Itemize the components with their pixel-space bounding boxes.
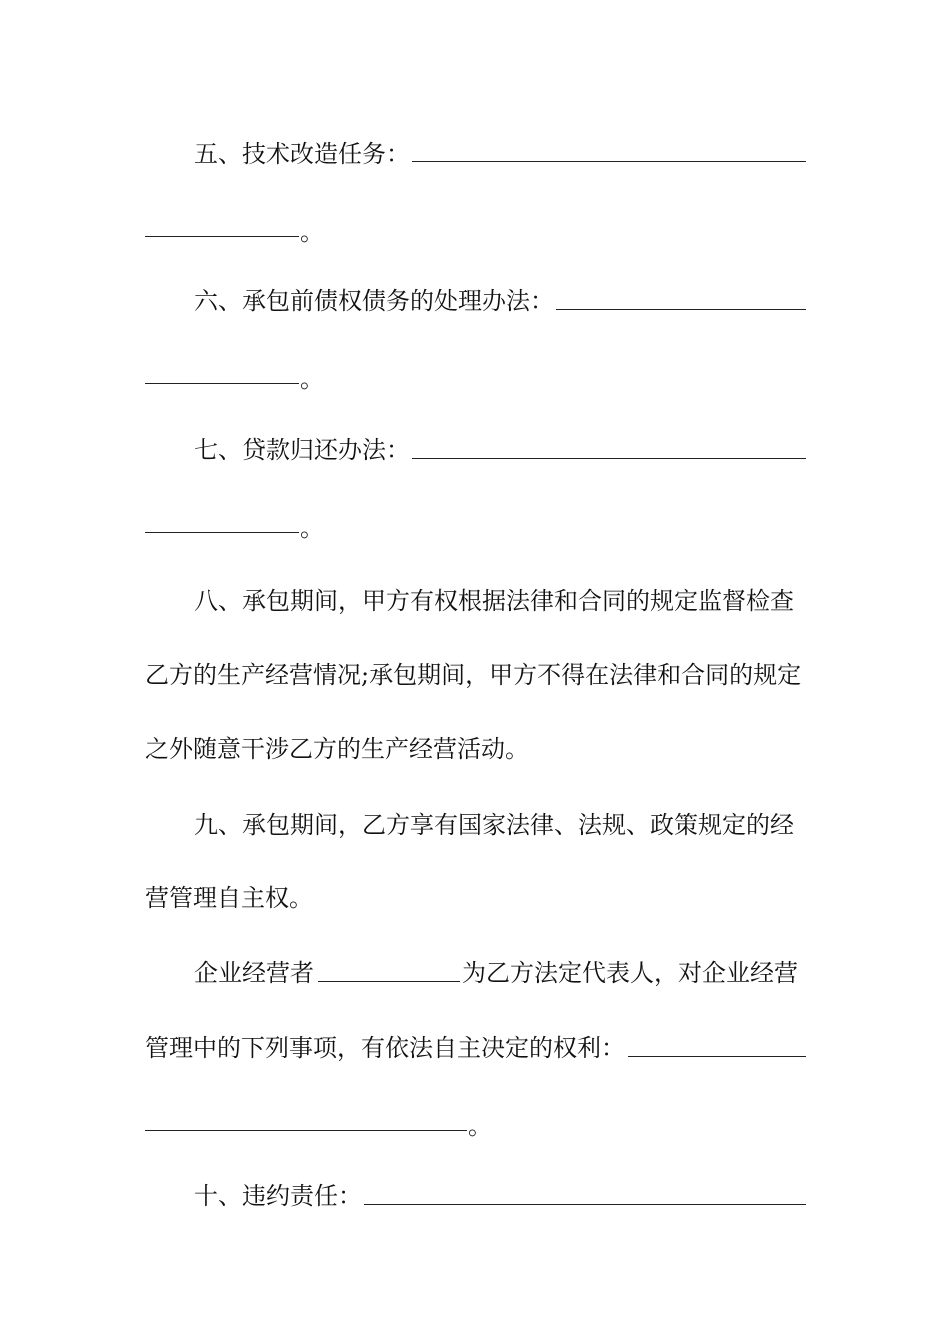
clause-10-blank-field[interactable]: [364, 1178, 806, 1205]
clause-5-end: 。: [300, 218, 324, 246]
operator-rights-blank-field-continued[interactable]: [145, 1104, 467, 1131]
clause-7-end: 。: [300, 514, 324, 542]
clause-6-label: 六、承包前债权债务的处理办法：: [194, 287, 554, 315]
operator-end: 。: [468, 1112, 492, 1140]
clause-6-blank-field[interactable]: [556, 283, 806, 310]
clause-6-blank-field-continued[interactable]: [145, 357, 299, 384]
operator-line-2: 管理中的下列事项，有依法自主决定的权利：: [145, 1034, 625, 1062]
clause-10-label: 十、违约责任：: [194, 1182, 362, 1210]
clause-9-line-1: 九、承包期间，乙方享有国家法律、法规、政策规定的经: [194, 811, 794, 839]
operator-prefix: 企业经营者: [194, 959, 314, 987]
clause-5-blank-field[interactable]: [412, 135, 806, 162]
clause-8-line-3: 之外随意干涉乙方的生产经营活动。: [145, 735, 529, 763]
clause-5-label: 五、技术改造任务：: [194, 140, 410, 168]
operator-name-blank-field[interactable]: [318, 955, 460, 982]
clause-8-line-2: 乙方的生产经营情况;承包期间，甲方不得在法律和合同的规定: [145, 661, 802, 689]
clause-7-blank-field[interactable]: [412, 432, 806, 459]
clause-9-line-2: 营管理自主权。: [145, 884, 313, 912]
clause-7-label: 七、贷款归还办法：: [194, 436, 410, 464]
clause-5-line-1: [194, 134, 410, 174]
clause-8-line-1: 八、承包期间，甲方有权根据法律和合同的规定监督检查: [194, 587, 794, 615]
clause-5-blank-field-continued[interactable]: [145, 210, 299, 237]
clause-6-end: 。: [300, 365, 324, 393]
clause-7-blank-field-continued[interactable]: [145, 506, 299, 533]
operator-rights-blank-field[interactable]: [628, 1030, 806, 1057]
operator-suffix: 为乙方法定代表人，对企业经营: [462, 959, 798, 987]
